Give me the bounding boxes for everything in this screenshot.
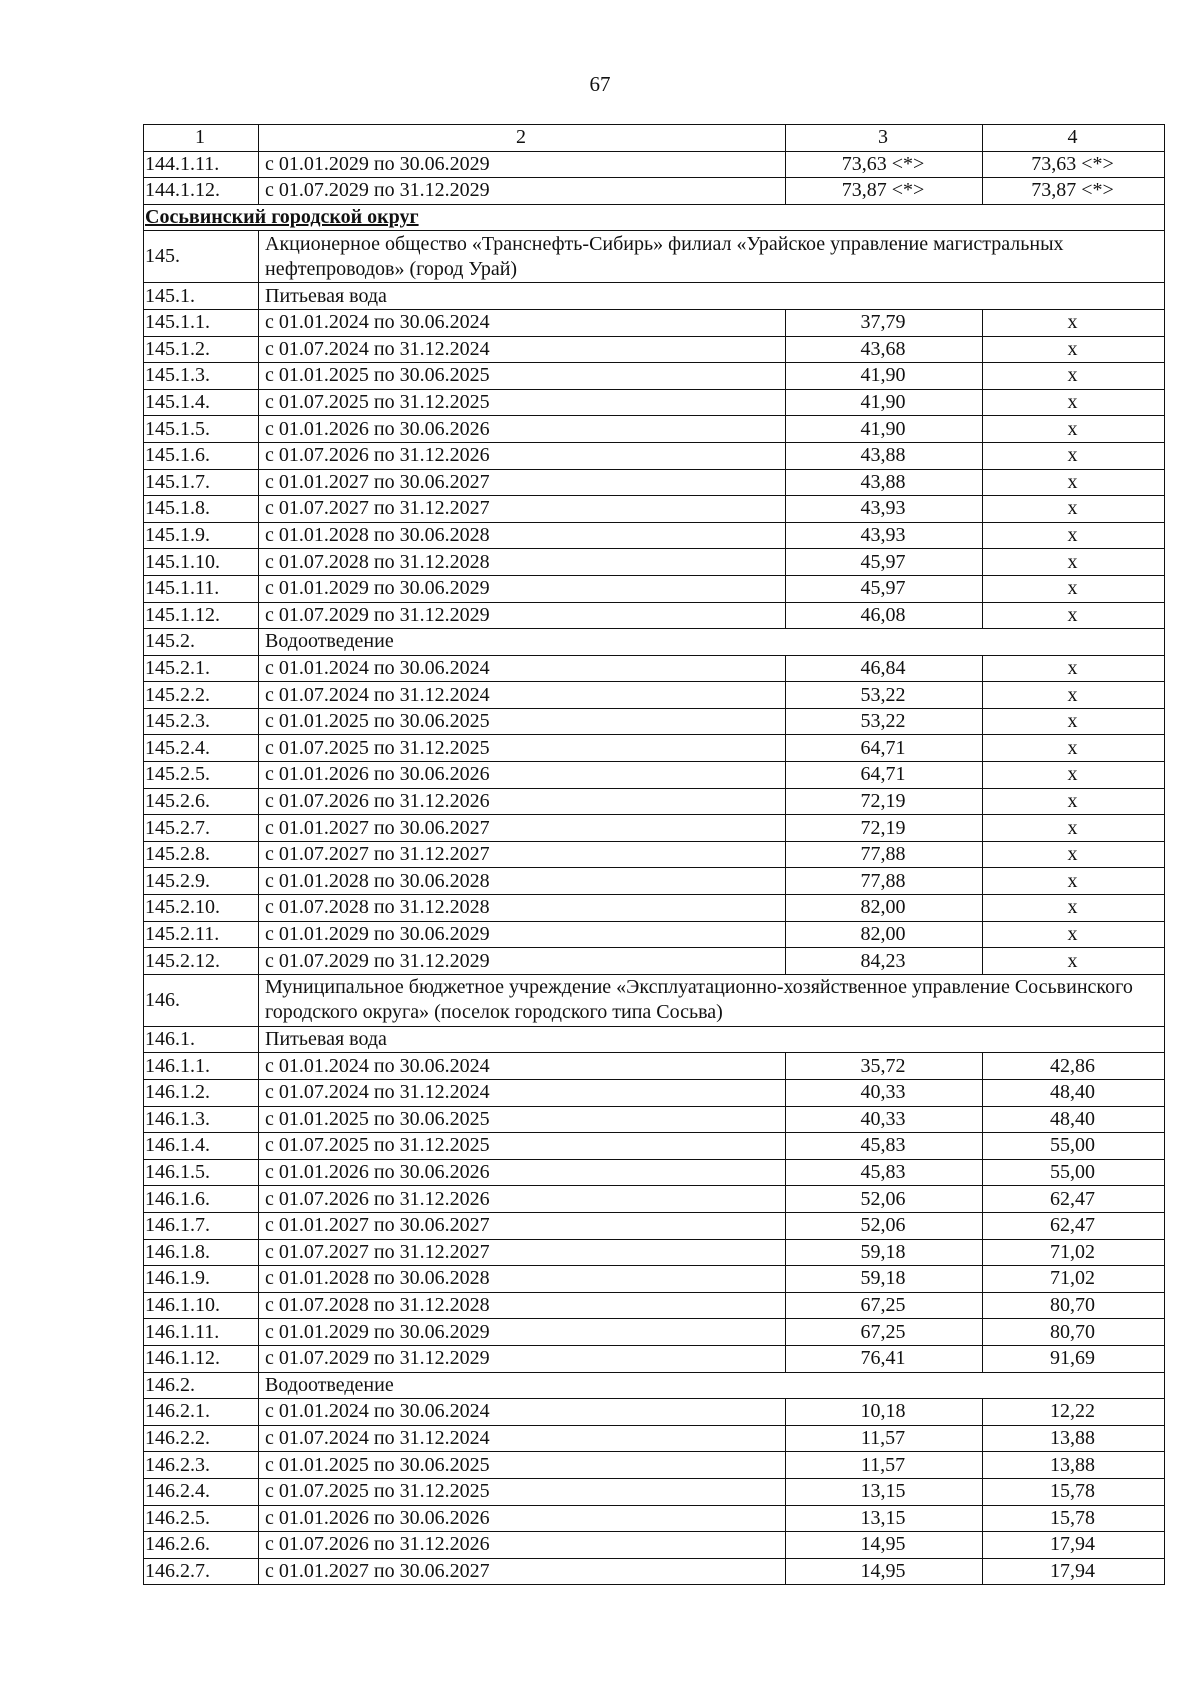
service-name: Питьевая вода bbox=[259, 1026, 1165, 1053]
period-cell: с 01.01.2029 по 30.06.2029 bbox=[259, 921, 786, 948]
tariff-value-col4: х bbox=[983, 469, 1165, 496]
period-cell: с 01.01.2027 по 30.06.2027 bbox=[259, 1558, 786, 1585]
tariff-row bbox=[144, 1425, 1165, 1452]
tariff-row bbox=[144, 708, 1165, 735]
tariff-value-col4: 48,40 bbox=[983, 1080, 1165, 1107]
column-number-2: 2 bbox=[259, 125, 786, 152]
tariff-value-col4: х bbox=[983, 655, 1165, 682]
tariff-value-col3: 82,00 bbox=[786, 895, 983, 922]
tariff-value-col3: 72,19 bbox=[786, 788, 983, 815]
period-cell: с 01.07.2024 по 31.12.2024 bbox=[259, 1080, 786, 1107]
tariff-value-col3: 13,15 bbox=[786, 1505, 983, 1532]
tariff-value-col3: 84,23 bbox=[786, 948, 983, 975]
service-group-row bbox=[144, 283, 1165, 310]
row-number: 146.2.5. bbox=[144, 1505, 259, 1532]
tariff-value-col3: 52,06 bbox=[786, 1186, 983, 1213]
period-cell: с 01.01.2025 по 30.06.2025 bbox=[259, 1452, 786, 1479]
period-cell: с 01.07.2027 по 31.12.2027 bbox=[259, 496, 786, 523]
tariff-value-col3: 43,93 bbox=[786, 522, 983, 549]
row-number: 146.2.1. bbox=[144, 1399, 259, 1426]
tariff-value-col3: 14,95 bbox=[786, 1558, 983, 1585]
period-cell: с 01.01.2029 по 30.06.2029 bbox=[259, 575, 786, 602]
column-number-row bbox=[144, 125, 1165, 152]
tariff-value-col4: 73,87 <*> bbox=[983, 178, 1165, 205]
tariff-row bbox=[144, 309, 1165, 336]
tariff-row bbox=[144, 1532, 1165, 1559]
row-number: 145.2.6. bbox=[144, 788, 259, 815]
period-cell: с 01.07.2029 по 31.12.2029 bbox=[259, 178, 786, 205]
row-number: 145.1.2. bbox=[144, 336, 259, 363]
period-cell: с 01.01.2026 по 30.06.2026 bbox=[259, 762, 786, 789]
tariff-row bbox=[144, 762, 1165, 789]
tariff-value-col4: х bbox=[983, 389, 1165, 416]
tariff-value-col4: 62,47 bbox=[983, 1186, 1165, 1213]
tariff-row bbox=[144, 1053, 1165, 1080]
row-number: 145.2. bbox=[144, 629, 259, 656]
tariff-value-col3: 59,18 bbox=[786, 1266, 983, 1293]
tariff-value-col4: х bbox=[983, 841, 1165, 868]
row-number: 146.1.3. bbox=[144, 1106, 259, 1133]
row-number: 145.2.4. bbox=[144, 735, 259, 762]
row-number: 146.1.2. bbox=[144, 1080, 259, 1107]
tariff-row bbox=[144, 389, 1165, 416]
row-number: 145.1.9. bbox=[144, 522, 259, 549]
tariff-value-col4: х bbox=[983, 309, 1165, 336]
tariff-value-col3: 46,08 bbox=[786, 602, 983, 629]
section-row bbox=[144, 204, 1165, 231]
row-number: 145.2.10. bbox=[144, 895, 259, 922]
tariff-row bbox=[144, 1186, 1165, 1213]
tariff-value-col3: 82,00 bbox=[786, 921, 983, 948]
period-cell: с 01.01.2026 по 30.06.2026 bbox=[259, 1159, 786, 1186]
column-number-1: 1 bbox=[144, 125, 259, 152]
tariff-value-col4: х bbox=[983, 336, 1165, 363]
tariff-value-col3: 14,95 bbox=[786, 1532, 983, 1559]
tariff-value-col4: х bbox=[983, 895, 1165, 922]
service-name: Водоотведение bbox=[259, 629, 1165, 656]
tariff-value-col3: 43,88 bbox=[786, 469, 983, 496]
tariff-row bbox=[144, 469, 1165, 496]
row-number: 145.2.7. bbox=[144, 815, 259, 842]
tariff-value-col3: 41,90 bbox=[786, 363, 983, 390]
period-cell: с 01.07.2028 по 31.12.2028 bbox=[259, 895, 786, 922]
tariff-value-col3: 45,83 bbox=[786, 1133, 983, 1160]
tariff-value-col4: х bbox=[983, 522, 1165, 549]
tariff-value-col4: 71,02 bbox=[983, 1266, 1165, 1293]
period-cell: с 01.07.2024 по 31.12.2024 bbox=[259, 1425, 786, 1452]
row-number: 145.1.3. bbox=[144, 363, 259, 390]
section-title: Сосьвинский городской округ bbox=[144, 204, 1165, 231]
organization-name: Муниципальное бюджетное учреждение «Эксплуатационно-хозяйственное управление Сосьвинского городского округа» (поселок городского типа Сосьва) bbox=[259, 974, 1165, 1026]
tariff-row bbox=[144, 1558, 1165, 1585]
tariff-row bbox=[144, 1399, 1165, 1426]
tariff-row bbox=[144, 1266, 1165, 1293]
service-group-row bbox=[144, 1372, 1165, 1399]
row-number: 145.2.12. bbox=[144, 948, 259, 975]
period-cell: с 01.07.2025 по 31.12.2025 bbox=[259, 389, 786, 416]
table-body bbox=[144, 125, 1165, 1585]
row-number: 145.2.3. bbox=[144, 708, 259, 735]
tariff-value-col4: х bbox=[983, 762, 1165, 789]
row-number: 145.1.12. bbox=[144, 602, 259, 629]
tariff-value-col3: 64,71 bbox=[786, 735, 983, 762]
tariff-value-col3: 72,19 bbox=[786, 815, 983, 842]
row-number: 146.2. bbox=[144, 1372, 259, 1399]
tariff-value-col4: х bbox=[983, 948, 1165, 975]
tariff-value-col3: 53,22 bbox=[786, 682, 983, 709]
column-number-3: 3 bbox=[786, 125, 983, 152]
tariff-value-col3: 41,90 bbox=[786, 416, 983, 443]
tariff-value-col3: 45,97 bbox=[786, 549, 983, 576]
organization-name: Акционерное общество «Транснефть-Сибирь» филиал «Урайское управление магистральных нефтепроводов» (город Урай) bbox=[259, 231, 1165, 283]
tariff-value-col3: 43,93 bbox=[786, 496, 983, 523]
period-cell: с 01.07.2028 по 31.12.2028 bbox=[259, 1292, 786, 1319]
tariff-value-col3: 77,88 bbox=[786, 841, 983, 868]
tariff-value-col4: х bbox=[983, 921, 1165, 948]
row-number: 146.1.10. bbox=[144, 1292, 259, 1319]
tariff-value-col3: 13,15 bbox=[786, 1478, 983, 1505]
row-number: 146.1.11. bbox=[144, 1319, 259, 1346]
tariff-row bbox=[144, 442, 1165, 469]
period-cell: с 01.07.2029 по 31.12.2029 bbox=[259, 948, 786, 975]
period-cell: с 01.07.2029 по 31.12.2029 bbox=[259, 1345, 786, 1372]
row-number: 146.1.7. bbox=[144, 1212, 259, 1239]
row-number: 146.1.12. bbox=[144, 1345, 259, 1372]
row-number: 146.1.9. bbox=[144, 1266, 259, 1293]
tariff-value-col4: 13,88 bbox=[983, 1425, 1165, 1452]
tariff-value-col4: х bbox=[983, 735, 1165, 762]
tariff-value-col4: х bbox=[983, 602, 1165, 629]
period-cell: с 01.01.2029 по 30.06.2029 bbox=[259, 151, 786, 178]
row-number: 146.2.4. bbox=[144, 1478, 259, 1505]
tariff-row bbox=[144, 549, 1165, 576]
tariff-row bbox=[144, 1452, 1165, 1479]
tariff-value-col4: 80,70 bbox=[983, 1319, 1165, 1346]
tariff-value-col3: 37,79 bbox=[786, 309, 983, 336]
tariff-value-col4: 55,00 bbox=[983, 1159, 1165, 1186]
tariff-row bbox=[144, 655, 1165, 682]
period-cell: с 01.01.2027 по 30.06.2027 bbox=[259, 469, 786, 496]
tariff-value-col3: 64,71 bbox=[786, 762, 983, 789]
tariff-value-col4: 80,70 bbox=[983, 1292, 1165, 1319]
tariff-row bbox=[144, 151, 1165, 178]
tariff-value-col3: 41,90 bbox=[786, 389, 983, 416]
service-group-row bbox=[144, 1026, 1165, 1053]
period-cell: с 01.01.2026 по 30.06.2026 bbox=[259, 1505, 786, 1532]
tariff-row bbox=[144, 1478, 1165, 1505]
tariff-row bbox=[144, 788, 1165, 815]
tariff-value-col3: 67,25 bbox=[786, 1292, 983, 1319]
tariff-value-col4: х bbox=[983, 496, 1165, 523]
period-cell: с 01.01.2028 по 30.06.2028 bbox=[259, 522, 786, 549]
tariff-value-col4: х bbox=[983, 416, 1165, 443]
period-cell: с 01.01.2025 по 30.06.2025 bbox=[259, 363, 786, 390]
period-cell: с 01.07.2025 по 31.12.2025 bbox=[259, 1478, 786, 1505]
tariff-value-col3: 45,97 bbox=[786, 575, 983, 602]
tariff-value-col3: 35,72 bbox=[786, 1053, 983, 1080]
tariff-row bbox=[144, 1080, 1165, 1107]
row-number: 145. bbox=[144, 231, 259, 283]
tariff-value-col4: 15,78 bbox=[983, 1478, 1165, 1505]
tariff-value-col4: 13,88 bbox=[983, 1452, 1165, 1479]
row-number: 145.1.6. bbox=[144, 442, 259, 469]
period-cell: с 01.07.2028 по 31.12.2028 bbox=[259, 549, 786, 576]
tariff-row bbox=[144, 1292, 1165, 1319]
period-cell: с 01.07.2026 по 31.12.2026 bbox=[259, 1532, 786, 1559]
row-number: 145.1.5. bbox=[144, 416, 259, 443]
row-number: 145.2.8. bbox=[144, 841, 259, 868]
period-cell: с 01.01.2024 по 30.06.2024 bbox=[259, 1399, 786, 1426]
page-number: 67 bbox=[589, 72, 611, 96]
tariff-value-col3: 40,33 bbox=[786, 1106, 983, 1133]
tariff-row bbox=[144, 682, 1165, 709]
tariff-value-col4: 12,22 bbox=[983, 1399, 1165, 1426]
tariff-row bbox=[144, 815, 1165, 842]
organization-row bbox=[144, 974, 1165, 1026]
tariff-row bbox=[144, 1345, 1165, 1372]
tariff-value-col4: х bbox=[983, 442, 1165, 469]
service-name: Питьевая вода bbox=[259, 283, 1165, 310]
tariff-value-col3: 77,88 bbox=[786, 868, 983, 895]
tariff-row bbox=[144, 1239, 1165, 1266]
period-cell: с 01.07.2027 по 31.12.2027 bbox=[259, 1239, 786, 1266]
tariff-value-col4: х bbox=[983, 815, 1165, 842]
tariff-value-col3: 43,68 bbox=[786, 336, 983, 363]
tariff-value-col4: 15,78 bbox=[983, 1505, 1165, 1532]
tariff-value-col3: 59,18 bbox=[786, 1239, 983, 1266]
tariff-table bbox=[143, 124, 1165, 1585]
tariff-row bbox=[144, 1133, 1165, 1160]
row-number: 146.1. bbox=[144, 1026, 259, 1053]
tariff-row bbox=[144, 602, 1165, 629]
column-number-4: 4 bbox=[983, 125, 1165, 152]
row-number: 146. bbox=[144, 974, 259, 1026]
row-number: 145.2.1. bbox=[144, 655, 259, 682]
row-number: 146.1.1. bbox=[144, 1053, 259, 1080]
tariff-value-col4: 42,86 bbox=[983, 1053, 1165, 1080]
period-cell: с 01.01.2025 по 30.06.2025 bbox=[259, 1106, 786, 1133]
tariff-value-col4: 48,40 bbox=[983, 1106, 1165, 1133]
period-cell: с 01.01.2024 по 30.06.2024 bbox=[259, 309, 786, 336]
tariff-value-col4: 91,69 bbox=[983, 1345, 1165, 1372]
tariff-row bbox=[144, 948, 1165, 975]
row-number: 146.1.8. bbox=[144, 1239, 259, 1266]
row-number: 146.2.7. bbox=[144, 1558, 259, 1585]
row-number: 144.1.11. bbox=[144, 151, 259, 178]
period-cell: с 01.01.2027 по 30.06.2027 bbox=[259, 815, 786, 842]
tariff-value-col3: 73,87 <*> bbox=[786, 178, 983, 205]
tariff-value-col4: 73,63 <*> bbox=[983, 151, 1165, 178]
tariff-value-col3: 40,33 bbox=[786, 1080, 983, 1107]
period-cell: с 01.01.2027 по 30.06.2027 bbox=[259, 1212, 786, 1239]
tariff-row bbox=[144, 336, 1165, 363]
period-cell: с 01.07.2027 по 31.12.2027 bbox=[259, 841, 786, 868]
tariff-row bbox=[144, 1319, 1165, 1346]
tariff-value-col3: 52,06 bbox=[786, 1212, 983, 1239]
organization-row bbox=[144, 231, 1165, 283]
tariff-row bbox=[144, 575, 1165, 602]
tariff-row bbox=[144, 895, 1165, 922]
period-cell: с 01.01.2028 по 30.06.2028 bbox=[259, 868, 786, 895]
tariff-value-col3: 76,41 bbox=[786, 1345, 983, 1372]
tariff-value-col3: 43,88 bbox=[786, 442, 983, 469]
period-cell: с 01.07.2026 по 31.12.2026 bbox=[259, 788, 786, 815]
row-number: 144.1.12. bbox=[144, 178, 259, 205]
tariff-row bbox=[144, 522, 1165, 549]
tariff-value-col4: х bbox=[983, 788, 1165, 815]
tariff-row bbox=[144, 868, 1165, 895]
tariff-row bbox=[144, 1159, 1165, 1186]
tariff-value-col4: х bbox=[983, 549, 1165, 576]
period-cell: с 01.01.2028 по 30.06.2028 bbox=[259, 1266, 786, 1293]
period-cell: с 01.01.2026 по 30.06.2026 bbox=[259, 416, 786, 443]
tariff-row bbox=[144, 178, 1165, 205]
tariff-row bbox=[144, 496, 1165, 523]
row-number: 145.2.9. bbox=[144, 868, 259, 895]
period-cell: с 01.07.2029 по 31.12.2029 bbox=[259, 602, 786, 629]
tariff-row bbox=[144, 921, 1165, 948]
tariff-value-col3: 46,84 bbox=[786, 655, 983, 682]
period-cell: с 01.07.2026 по 31.12.2026 bbox=[259, 1186, 786, 1213]
tariff-row bbox=[144, 1212, 1165, 1239]
period-cell: с 01.07.2024 по 31.12.2024 bbox=[259, 682, 786, 709]
tariff-value-col3: 10,18 bbox=[786, 1399, 983, 1426]
tariff-value-col4: 17,94 bbox=[983, 1532, 1165, 1559]
tariff-row bbox=[144, 735, 1165, 762]
row-number: 145.1.4. bbox=[144, 389, 259, 416]
row-number: 146.1.6. bbox=[144, 1186, 259, 1213]
tariff-value-col4: 62,47 bbox=[983, 1212, 1165, 1239]
tariff-value-col3: 11,57 bbox=[786, 1425, 983, 1452]
tariff-value-col4: 71,02 bbox=[983, 1239, 1165, 1266]
period-cell: с 01.07.2026 по 31.12.2026 bbox=[259, 442, 786, 469]
period-cell: с 01.07.2025 по 31.12.2025 bbox=[259, 735, 786, 762]
row-number: 146.2.3. bbox=[144, 1452, 259, 1479]
tariff-value-col4: х bbox=[983, 575, 1165, 602]
period-cell: с 01.01.2029 по 30.06.2029 bbox=[259, 1319, 786, 1346]
service-name: Водоотведение bbox=[259, 1372, 1165, 1399]
tariff-value-col4: 55,00 bbox=[983, 1133, 1165, 1160]
period-cell: с 01.07.2025 по 31.12.2025 bbox=[259, 1133, 786, 1160]
period-cell: с 01.07.2024 по 31.12.2024 bbox=[259, 336, 786, 363]
tariff-value-col4: х bbox=[983, 868, 1165, 895]
tariff-row bbox=[144, 841, 1165, 868]
tariff-value-col4: х bbox=[983, 708, 1165, 735]
tariff-row bbox=[144, 363, 1165, 390]
row-number: 145.1.8. bbox=[144, 496, 259, 523]
period-cell: с 01.01.2024 по 30.06.2024 bbox=[259, 1053, 786, 1080]
row-number: 146.1.4. bbox=[144, 1133, 259, 1160]
row-number: 145.1.10. bbox=[144, 549, 259, 576]
row-number: 145.1.7. bbox=[144, 469, 259, 496]
row-number: 145.1.1. bbox=[144, 309, 259, 336]
tariff-value-col3: 45,83 bbox=[786, 1159, 983, 1186]
tariff-value-col3: 11,57 bbox=[786, 1452, 983, 1479]
row-number: 146.2.2. bbox=[144, 1425, 259, 1452]
tariff-row bbox=[144, 1106, 1165, 1133]
row-number: 145.2.5. bbox=[144, 762, 259, 789]
tariff-value-col3: 53,22 bbox=[786, 708, 983, 735]
tariff-row bbox=[144, 1505, 1165, 1532]
row-number: 146.2.6. bbox=[144, 1532, 259, 1559]
tariff-value-col4: х bbox=[983, 363, 1165, 390]
row-number: 146.1.5. bbox=[144, 1159, 259, 1186]
row-number: 145.2.2. bbox=[144, 682, 259, 709]
service-group-row bbox=[144, 629, 1165, 656]
tariff-value-col4: х bbox=[983, 682, 1165, 709]
tariff-value-col4: 17,94 bbox=[983, 1558, 1165, 1585]
row-number: 145.1. bbox=[144, 283, 259, 310]
tariff-row bbox=[144, 416, 1165, 443]
tariff-value-col3: 67,25 bbox=[786, 1319, 983, 1346]
row-number: 145.2.11. bbox=[144, 921, 259, 948]
period-cell: с 01.01.2025 по 30.06.2025 bbox=[259, 708, 786, 735]
period-cell: с 01.01.2024 по 30.06.2024 bbox=[259, 655, 786, 682]
tariff-value-col3: 73,63 <*> bbox=[786, 151, 983, 178]
row-number: 145.1.11. bbox=[144, 575, 259, 602]
